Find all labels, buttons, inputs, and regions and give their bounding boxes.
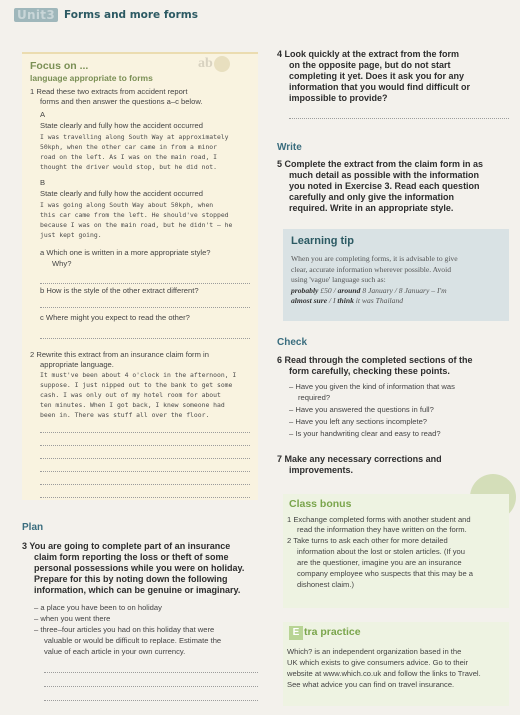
check-heading: Check — [277, 337, 308, 348]
extra-practice-box — [283, 622, 509, 706]
extract-b-hw-3: because I was on the main road, but he didn't – he — [40, 221, 233, 229]
plan-heading: Plan — [22, 522, 44, 533]
focus-logo: ab — [198, 56, 231, 72]
q4-line-3: completing it yet. Does it ask you for any — [289, 71, 465, 81]
tip-line: using 'vague' language such as: — [291, 275, 386, 284]
check-bullet: required? — [298, 393, 331, 402]
extra-practice-title — [289, 626, 361, 640]
answer-line[interactable] — [44, 672, 258, 673]
qc-line: c Where might you expect to read the other? — [40, 313, 190, 322]
class-bonus-title: Class bonus — [289, 498, 352, 510]
bonus-line: are the questioner, imagine you are an insurance — [297, 558, 462, 567]
tip-italic: it was Thailand — [353, 296, 404, 305]
q1-line-1: 1 Read these two extracts from accident report — [30, 87, 188, 96]
tip-bold: think — [337, 296, 354, 305]
q5-line-2: much detail as possible with the information — [289, 170, 480, 180]
answer-line[interactable] — [40, 471, 250, 472]
tip-italic: 8 January / 8 January – I'm — [360, 285, 447, 295]
q2-hw-4: ten minutes. When I got back, I knew someone had — [40, 401, 225, 409]
learning-tip-title: Learning tip — [291, 235, 354, 247]
q4-line-4: information that you would find difficult or — [289, 82, 470, 92]
bonus-line: dishonest claim.) — [297, 580, 354, 589]
unit-badge: Unit3 — [14, 8, 58, 22]
answer-line[interactable] — [40, 497, 250, 498]
check-bullet: – Is your handwriting clear and easy to read? — [289, 429, 441, 438]
answer-line[interactable] — [44, 686, 258, 687]
qb-line: b How is the style of the other extract different? — [40, 286, 199, 295]
q5-line-4: carefully and only give the information — [289, 192, 455, 202]
extra-line: UK which exists to give consumers advice. Go to their — [287, 658, 469, 667]
answer-line[interactable] — [40, 458, 250, 459]
focus-subtitle: language appropriate to forms — [30, 73, 153, 83]
focus-box — [22, 52, 258, 500]
answer-line[interactable] — [40, 432, 250, 433]
q5-line-5: required. Write in an appropriate style. — [289, 203, 454, 213]
extra-line: See what advice you can find on travel insurance. — [287, 680, 455, 689]
tip-line: When you are completing forms, it is advisable to give — [291, 254, 458, 263]
tip-bold: almost sure — [291, 296, 328, 305]
tip-line: clear, accurate information wherever possible. Avoid — [291, 264, 452, 274]
tip-bold: probably — [291, 285, 319, 295]
q4-line-2: on the opposite page, but do not start — [289, 60, 451, 70]
qa-line-2: Why? — [52, 259, 72, 268]
page-title: Forms and more forms — [64, 9, 198, 21]
q4-line-1: 4 Look quickly at the extract from the form — [277, 49, 460, 59]
answer-line[interactable] — [40, 484, 250, 485]
logo-dot-icon — [214, 56, 230, 72]
q5-line-3: you noted in Exercise 3. Read each question — [289, 181, 480, 191]
q6-line-2: form carefully, checking these points. — [289, 366, 450, 376]
extract-a-label: A — [40, 110, 46, 119]
bonus-line: company employee who suspects that this may be a — [297, 569, 474, 578]
extract-a-hw-4: thought the driver would stop, but he did not. — [40, 163, 217, 171]
extra-e-icon: E — [289, 626, 303, 640]
tip-italic: / I — [327, 296, 338, 305]
plan-bullet: valuable or would be difficult to replace. Estimate the — [44, 636, 222, 645]
answer-line[interactable] — [40, 307, 250, 308]
learning-tip-text — [291, 254, 503, 307]
extract-a-hw-3: road on the left. As I was on the main road, I — [40, 153, 217, 161]
q3-line-3: personal possessions while you were on holiday. — [34, 563, 245, 573]
plan-bullet: value of each article in your own currency. — [44, 647, 186, 656]
check-bullet: – Have you answered the questions in full? — [289, 405, 434, 414]
extract-b-prompt: State clearly and fully how the accident occurred — [40, 189, 203, 198]
tip-example-2 — [291, 296, 503, 307]
extract-a-hw-2: 50kph, when the other car came in from a minor — [40, 143, 217, 151]
answer-line[interactable] — [289, 118, 509, 119]
learning-tip-box — [283, 229, 509, 321]
check-bullet: – Have you left any sections incomplete? — [289, 417, 428, 426]
bonus-line: 1 Exchange completed forms with another student and — [287, 515, 471, 524]
extra-line: Which? is an independent organization based in the — [287, 647, 462, 656]
q7-line-1: 7 Make any necessary corrections and — [277, 454, 442, 464]
answer-line[interactable] — [40, 338, 250, 339]
plan-bullet: – a place you have been to on holiday — [34, 603, 162, 612]
check-bullet: – Have you given the kind of information that was — [289, 382, 455, 391]
plan-bullet: – when you went there — [34, 614, 111, 623]
q2-line-2: appropriate language. — [40, 360, 114, 369]
extra-line: website at www.which.co.uk and follow the links to Travel. — [287, 669, 481, 678]
q2-hw-1: It must've been about 4 o'clock in the afternoon, I — [40, 371, 237, 379]
extract-b-label: B — [40, 178, 46, 187]
focus-title: Focus on ... — [30, 60, 89, 72]
q7-line-2: improvements. — [289, 465, 354, 475]
q1-line-2: forms and then answer the questions a–c below. — [40, 97, 203, 106]
write-heading: Write — [277, 142, 302, 153]
q3-line-4: Prepare for this by noting down the following — [34, 574, 228, 584]
q2-hw-5: been in. There was stuff all over the floor. — [40, 411, 210, 419]
bonus-line: information about the lost or stolen articles. (If you — [297, 547, 465, 556]
tip-example-1 — [291, 286, 503, 297]
bonus-line: read the information they have written on the form. — [297, 525, 467, 534]
answer-line[interactable] — [40, 283, 250, 284]
answer-line[interactable] — [44, 700, 258, 701]
q2-hw-2: suppose. I just nipped out to the bank to get some — [40, 381, 233, 389]
class-bonus-box — [283, 494, 509, 608]
q3-line-5: information, which can be genuine or imaginary. — [34, 585, 241, 595]
q2-line-1: 2 Rewrite this extract from an insurance claim form in — [30, 350, 209, 359]
tip-bold: around — [337, 285, 361, 295]
plan-bullet: – three–four articles you had on this holiday that were — [34, 625, 215, 634]
q3-line-1: 3 You are going to complete part of an insurance — [22, 541, 231, 551]
q6-line-1: 6 Read through the completed sections of the — [277, 355, 473, 365]
qa-line-1: a Which one is written in a more appropriate style? — [40, 248, 211, 257]
extract-a-hw-1: I was travelling along South Way at approximately — [40, 133, 229, 141]
extract-b-hw-4: just kept going. — [40, 231, 102, 239]
tip-italic: £50 / — [318, 285, 338, 295]
extract-b-hw-2: this car came from the left. He should've stopped — [40, 211, 229, 219]
q5-line-1: 5 Complete the extract from the claim form in as — [277, 159, 484, 169]
answer-line[interactable] — [40, 445, 250, 446]
extract-a-prompt: State clearly and fully how the accident occurred — [40, 121, 203, 130]
page-header — [14, 6, 198, 24]
q3-line-2: claim form reporting the loss or theft of some — [34, 552, 229, 562]
q4-line-5: impossible to provide? — [289, 93, 388, 103]
extract-b-hw-1: I was going along South Way about 50kph, when — [40, 201, 214, 209]
bonus-line: 2 Take turns to ask each other for more detailed — [287, 536, 448, 545]
q2-hw-3: cash. I was only out of my hotel room for about — [40, 391, 221, 399]
extra-title-text: tra practice — [304, 626, 361, 638]
